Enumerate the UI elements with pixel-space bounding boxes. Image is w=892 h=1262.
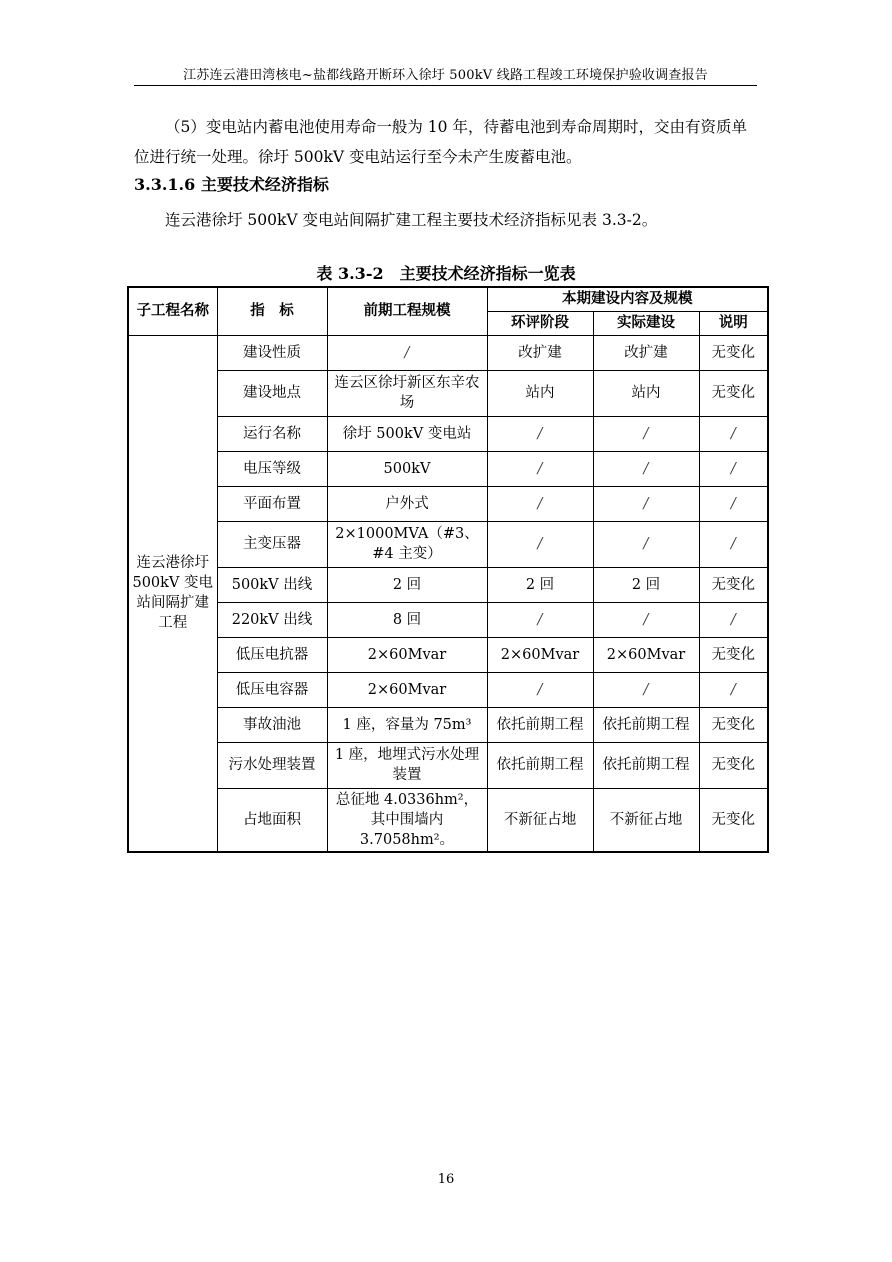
- cell-previous: 总征地 4.0336hm²，其中围墙内 3.7058hm²。: [327, 788, 487, 852]
- cell-actual: /: [593, 521, 699, 567]
- table-row: [128, 486, 768, 521]
- header-previous: 前期工程规模: [327, 287, 487, 335]
- cell-previous: 连云区徐圩新区东辛农场: [327, 370, 487, 416]
- cell-eia: /: [487, 521, 593, 567]
- table-row: [128, 602, 768, 637]
- cell-previous: /: [327, 335, 487, 370]
- cell-previous: 徐圩 500kV 变电站: [327, 416, 487, 451]
- cell-eia: /: [487, 416, 593, 451]
- cell-actual: 2×60Mvar: [593, 637, 699, 672]
- cell-eia: 站内: [487, 370, 593, 416]
- cell-previous: 户外式: [327, 486, 487, 521]
- cell-note: 无变化: [699, 707, 768, 742]
- cell-actual: 改扩建: [593, 335, 699, 370]
- cell-sub-project-name: 连云港徐圩500kV 变电站间隔扩建工程: [128, 335, 217, 852]
- cell-note: 无变化: [699, 788, 768, 852]
- cell-note: /: [699, 521, 768, 567]
- table-row: [128, 370, 768, 416]
- cell-previous: 2 回: [327, 567, 487, 602]
- header-actual: 实际建设: [593, 311, 699, 335]
- header-indicator: 指 标: [217, 287, 327, 335]
- cell-note: 无变化: [699, 637, 768, 672]
- cell-indicator: 污水处理装置: [217, 742, 327, 788]
- table-caption: 表 3.3-2 主要技术经济指标一览表: [316, 264, 576, 283]
- cell-actual: /: [593, 672, 699, 707]
- cell-indicator: 电压等级: [217, 451, 327, 486]
- cell-note: 无变化: [699, 370, 768, 416]
- cell-actual: /: [593, 602, 699, 637]
- cell-actual: /: [593, 486, 699, 521]
- cell-previous: 2×1000MVA（#3、#4 主变）: [327, 521, 487, 567]
- table-row: [128, 335, 768, 370]
- cell-actual: 不新征占地: [593, 788, 699, 852]
- cell-note: 无变化: [699, 742, 768, 788]
- cell-indicator: 平面布置: [217, 486, 327, 521]
- document-header: 江苏连云港田湾核电~盐都线路开断环入徐圩 500kV 线路工程竣工环境保护验收调查报告: [134, 64, 757, 86]
- cell-eia: 改扩建: [487, 335, 593, 370]
- cell-indicator: 500kV 出线: [217, 567, 327, 602]
- table-row: [128, 521, 768, 567]
- cell-note: /: [699, 602, 768, 637]
- cell-actual: 依托前期工程: [593, 707, 699, 742]
- cell-note: /: [699, 486, 768, 521]
- cell-indicator: 建设性质: [217, 335, 327, 370]
- cell-previous: 2×60Mvar: [327, 637, 487, 672]
- table-row: [128, 788, 768, 852]
- cell-note: 无变化: [699, 335, 768, 370]
- table-row: [128, 567, 768, 602]
- cell-actual: /: [593, 416, 699, 451]
- cell-actual: 依托前期工程: [593, 742, 699, 788]
- cell-note: /: [699, 416, 768, 451]
- table-body: [128, 335, 768, 852]
- cell-actual: 站内: [593, 370, 699, 416]
- cell-eia: 依托前期工程: [487, 707, 593, 742]
- section-heading: 3.3.1.6 主要技术经济指标: [134, 175, 329, 194]
- header-note: 说明: [699, 311, 768, 335]
- paragraph-intro: 连云港徐圩 500kV 变电站间隔扩建工程主要技术经济指标见表 3.3-2。: [165, 211, 658, 229]
- table-row: [128, 637, 768, 672]
- cell-actual: 2 回: [593, 567, 699, 602]
- cell-indicator: 运行名称: [217, 416, 327, 451]
- cell-indicator: 低压电抗器: [217, 637, 327, 672]
- cell-previous: 1 座，地埋式污水处理装置: [327, 742, 487, 788]
- cell-previous: 500kV: [327, 451, 487, 486]
- cell-indicator: 低压电容器: [217, 672, 327, 707]
- table-row: [128, 451, 768, 486]
- page-number: 16: [437, 1172, 455, 1187]
- cell-actual: /: [593, 451, 699, 486]
- cell-indicator: 220kV 出线: [217, 602, 327, 637]
- cell-eia: 2 回: [487, 567, 593, 602]
- cell-eia: 依托前期工程: [487, 742, 593, 788]
- table-row: [128, 672, 768, 707]
- cell-previous: 8 回: [327, 602, 487, 637]
- cell-note: /: [699, 451, 768, 486]
- table-row: [128, 707, 768, 742]
- cell-eia: 不新征占地: [487, 788, 593, 852]
- cell-note: /: [699, 672, 768, 707]
- cell-previous: 1 座，容量为 75m³: [327, 707, 487, 742]
- cell-eia: /: [487, 672, 593, 707]
- indicator-table: [127, 286, 769, 853]
- header-eia: 环评阶段: [487, 311, 593, 335]
- cell-eia: /: [487, 451, 593, 486]
- header-sub-project: 子工程名称: [128, 287, 217, 335]
- paragraph-battery: （5）变电站内蓄电池使用寿命一般为 10 年，待蓄电池到寿命周期时，交由有资质单位进行统一处理。徐圩 500kV 变电站运行至今未产生废蓄电池。: [134, 118, 747, 166]
- cell-indicator: 主变压器: [217, 521, 327, 567]
- cell-eia: 2×60Mvar: [487, 637, 593, 672]
- cell-eia: /: [487, 486, 593, 521]
- cell-indicator: 占地面积: [217, 788, 327, 852]
- table-row: [128, 742, 768, 788]
- cell-note: 无变化: [699, 567, 768, 602]
- cell-previous: 2×60Mvar: [327, 672, 487, 707]
- header-current-group: 本期建设内容及规模: [487, 287, 768, 311]
- cell-eia: /: [487, 602, 593, 637]
- cell-indicator: 事故油池: [217, 707, 327, 742]
- cell-indicator: 建设地点: [217, 370, 327, 416]
- table-row: [128, 416, 768, 451]
